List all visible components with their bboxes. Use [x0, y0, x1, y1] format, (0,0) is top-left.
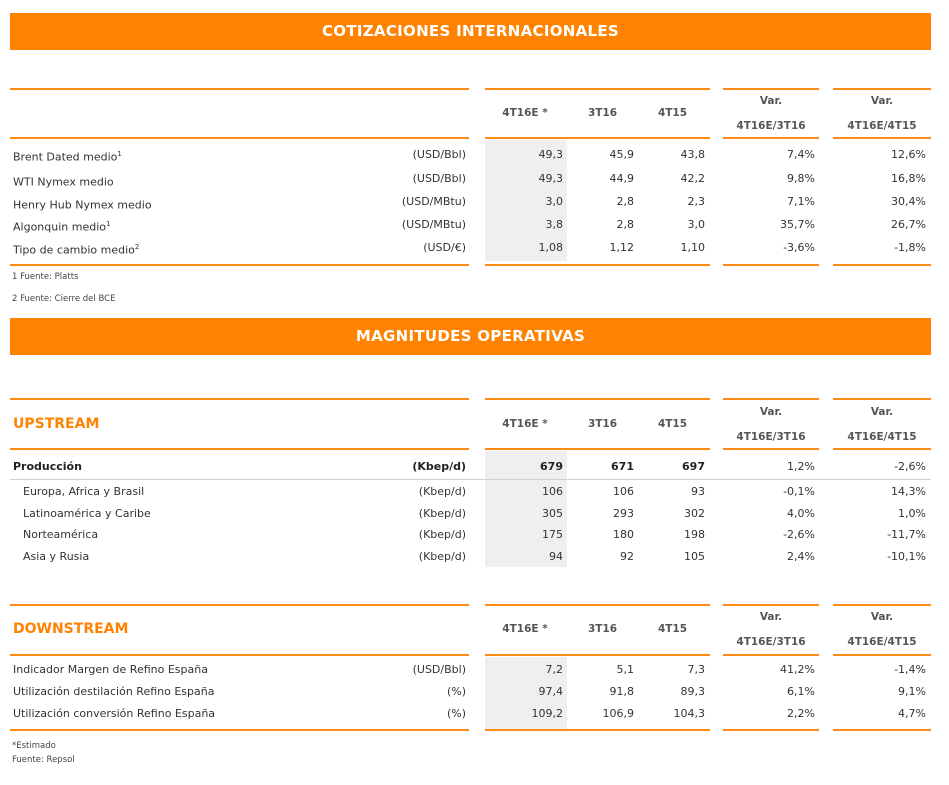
- footnote-estimado: *Estimado: [12, 741, 56, 751]
- row-unit: (USD/€): [423, 241, 466, 254]
- col-header-4t16e: 4T16E *: [502, 107, 548, 119]
- row-value-4t16e: 106: [542, 485, 563, 498]
- col-header-var2-top: Var.: [870, 406, 894, 418]
- header-line: [723, 398, 819, 400]
- row-value-4t15: 1,10: [680, 241, 705, 254]
- row-var1: 2,4%: [787, 550, 815, 563]
- header-line: [10, 448, 469, 450]
- row-value-4t16e: 1,08: [538, 241, 563, 254]
- footer-line: [833, 264, 931, 266]
- row-value-4t15: 198: [684, 528, 705, 541]
- row-var2: 26,7%: [891, 218, 926, 231]
- footer-line: [833, 729, 931, 731]
- header-line: [723, 654, 819, 656]
- row-label: Latinoamérica y Caribe: [23, 507, 151, 520]
- row-value-3t16: 92: [620, 550, 634, 563]
- row-var2: -1,8%: [894, 241, 926, 254]
- row-value-4t16e: 3,0: [545, 195, 563, 208]
- footnote-2: 2 Fuente: Cierre del BCE: [12, 294, 116, 304]
- header-line: [833, 654, 931, 656]
- col-header-var1-bottom: 4T16E/3T16: [736, 120, 806, 132]
- header-line: [723, 604, 819, 606]
- col-header-3t16: 3T16: [587, 623, 618, 635]
- row-var2: -10,1%: [887, 550, 926, 563]
- col-header-var2-top: Var.: [870, 95, 894, 107]
- col-header-3t16: 3T16: [587, 107, 618, 119]
- row-value-3t16: 2,8: [616, 218, 634, 231]
- row-label: Brent Dated medio$^1$: [13, 150, 122, 164]
- row-unit: (USD/Bbl): [412, 663, 466, 676]
- row-var2: -1,4%: [894, 663, 926, 676]
- col-header-var2-bottom: 4T16E/4T15: [847, 636, 917, 648]
- row-label: Utilización conversión Refino España: [13, 707, 216, 720]
- row-value-3t16: 106: [613, 485, 634, 498]
- footer-line: [485, 264, 710, 266]
- row-var1: 1,2%: [787, 460, 815, 473]
- row-value-4t16e: 3,8: [545, 218, 563, 231]
- row-label: Norteamérica: [23, 528, 99, 541]
- header-line: [10, 604, 469, 606]
- row-value-4t16e: 94: [549, 550, 563, 563]
- footer-line: [10, 729, 469, 731]
- row-value-4t15: 104,3: [673, 707, 705, 720]
- header-line: [10, 137, 469, 139]
- row-label: Indicador Margen de Refino España: [13, 663, 208, 676]
- row-var1: 7,4%: [787, 148, 815, 161]
- header-line: [10, 398, 469, 400]
- header-line: [485, 604, 710, 606]
- col-header-4t16e: 4T16E *: [502, 623, 548, 635]
- header-line: [485, 654, 710, 656]
- row-unit: (USD/MBtu): [401, 195, 466, 208]
- col-header-4t15: 4T15: [657, 107, 688, 119]
- row-value-4t15: 105: [684, 550, 705, 563]
- footer-line: [723, 729, 819, 731]
- row-var2: 9,1%: [898, 685, 926, 698]
- row-label: Tipo de cambio medio$^2$: [13, 243, 140, 257]
- row-label: Algonquin medio$^1$: [13, 220, 111, 234]
- row-var2: 1,0%: [898, 507, 926, 520]
- col-header-var1-top: Var.: [759, 95, 783, 107]
- col-header-var1-top: Var.: [759, 406, 783, 418]
- col-header-4t16e: 4T16E *: [502, 418, 548, 430]
- row-value-4t16e: 305: [542, 507, 563, 520]
- header-line: [723, 137, 819, 139]
- row-unit: (Kbep/d): [418, 507, 466, 520]
- row-var2: -11,7%: [887, 528, 926, 541]
- row-unit: (USD/MBtu): [401, 218, 466, 231]
- row-value-4t15: 697: [682, 460, 705, 473]
- header-line: [485, 137, 710, 139]
- row-var1: 4,0%: [787, 507, 815, 520]
- row-value-4t16e: 109,2: [531, 707, 563, 720]
- row-var1: 6,1%: [787, 685, 815, 698]
- row-var1: -2,6%: [783, 528, 815, 541]
- row-var2: 12,6%: [891, 148, 926, 161]
- col-header-var1-bottom: 4T16E/3T16: [736, 431, 806, 443]
- row-var2: 30,4%: [891, 195, 926, 208]
- row-value-4t15: 2,3: [687, 195, 705, 208]
- row-value-4t16e: 679: [540, 460, 563, 473]
- col-header-var2-bottom: 4T16E/4T15: [847, 431, 917, 443]
- col-header-3t16: 3T16: [587, 418, 618, 430]
- footer-line: [723, 264, 819, 266]
- row-value-3t16: 45,9: [609, 148, 634, 161]
- row-unit: (%): [446, 685, 466, 698]
- row-value-4t16e: 49,3: [538, 172, 563, 185]
- row-value-3t16: 2,8: [616, 195, 634, 208]
- header-line: [10, 88, 469, 90]
- row-value-4t15: 42,2: [680, 172, 705, 185]
- header-line: [833, 398, 931, 400]
- row-unit: (USD/Bbl): [412, 172, 466, 185]
- header-line: [485, 448, 710, 450]
- row-value-4t15: 89,3: [680, 685, 705, 698]
- header-line: [723, 88, 819, 90]
- row-var1: 9,8%: [787, 172, 815, 185]
- row-value-4t15: 302: [684, 507, 705, 520]
- header-line: [723, 448, 819, 450]
- row-label: Europa, Africa y Brasil: [23, 485, 145, 498]
- footnote-1: 1 Fuente: Platts: [12, 272, 79, 282]
- row-var2: 4,7%: [898, 707, 926, 720]
- row-value-4t15: 3,0: [687, 218, 705, 231]
- divider: [10, 479, 931, 480]
- row-value-4t15: 43,8: [680, 148, 705, 161]
- row-value-4t16e: 175: [542, 528, 563, 541]
- row-label: Producción: [13, 460, 82, 473]
- row-unit: (Kbep/d): [418, 485, 466, 498]
- col-header-var2-bottom: 4T16E/4T15: [847, 120, 917, 132]
- col-header-var1-bottom: 4T16E/3T16: [736, 636, 806, 648]
- header-line: [10, 654, 469, 656]
- row-var1: -0,1%: [783, 485, 815, 498]
- row-var1: 35,7%: [780, 218, 815, 231]
- row-value-3t16: 1,12: [609, 241, 634, 254]
- row-value-3t16: 5,1: [616, 663, 634, 676]
- header-line: [485, 88, 710, 90]
- row-value-4t16e: 49,3: [538, 148, 563, 161]
- row-var2: -2,6%: [894, 460, 926, 473]
- row-unit: (%): [446, 707, 466, 720]
- row-value-4t16e: 7,2: [545, 663, 563, 676]
- col-header-var2-top: Var.: [870, 611, 894, 623]
- magnitudes-banner: MAGNITUDES OPERATIVAS: [10, 318, 931, 355]
- row-unit: (Kbep/d): [418, 528, 466, 541]
- header-line: [833, 137, 931, 139]
- footer-line: [485, 729, 710, 731]
- footer-line: [10, 264, 469, 266]
- row-var1: -3,6%: [783, 241, 815, 254]
- header-line: [833, 604, 931, 606]
- col-header-4t15: 4T15: [657, 418, 688, 430]
- row-value-3t16: 106,9: [602, 707, 634, 720]
- row-var2: 16,8%: [891, 172, 926, 185]
- row-label: Henry Hub Nymex medio: [13, 198, 152, 212]
- section-title-upstream: UPSTREAM: [13, 416, 100, 432]
- header-line: [485, 398, 710, 400]
- row-value-3t16: 293: [613, 507, 634, 520]
- row-value-3t16: 44,9: [609, 172, 634, 185]
- row-unit: (Kbep/d): [412, 460, 466, 473]
- row-value-4t15: 7,3: [687, 663, 705, 676]
- row-var2: 14,3%: [891, 485, 926, 498]
- row-value-4t16e: 97,4: [538, 685, 563, 698]
- row-value-3t16: 180: [613, 528, 634, 541]
- row-unit: (Kbep/d): [418, 550, 466, 563]
- row-value-4t15: 93: [691, 485, 705, 498]
- cotizaciones-banner: COTIZACIONES INTERNACIONALES: [10, 13, 931, 50]
- footnote-fuente: Fuente: Repsol: [12, 755, 75, 765]
- row-var1: 7,1%: [787, 195, 815, 208]
- row-value-3t16: 91,8: [609, 685, 634, 698]
- col-header-var1-top: Var.: [759, 611, 783, 623]
- row-unit: (USD/Bbl): [412, 148, 466, 161]
- header-line: [833, 448, 931, 450]
- row-value-3t16: 671: [611, 460, 634, 473]
- row-label: WTI Nymex medio: [13, 175, 114, 189]
- row-var1: 41,2%: [780, 663, 815, 676]
- row-label: Utilización destilación Refino España: [13, 685, 215, 698]
- section-title-downstream: DOWNSTREAM: [13, 621, 129, 637]
- row-label: Asia y Rusia: [23, 550, 90, 563]
- col-header-4t15: 4T15: [657, 623, 688, 635]
- row-var1: 2,2%: [787, 707, 815, 720]
- header-line: [833, 88, 931, 90]
